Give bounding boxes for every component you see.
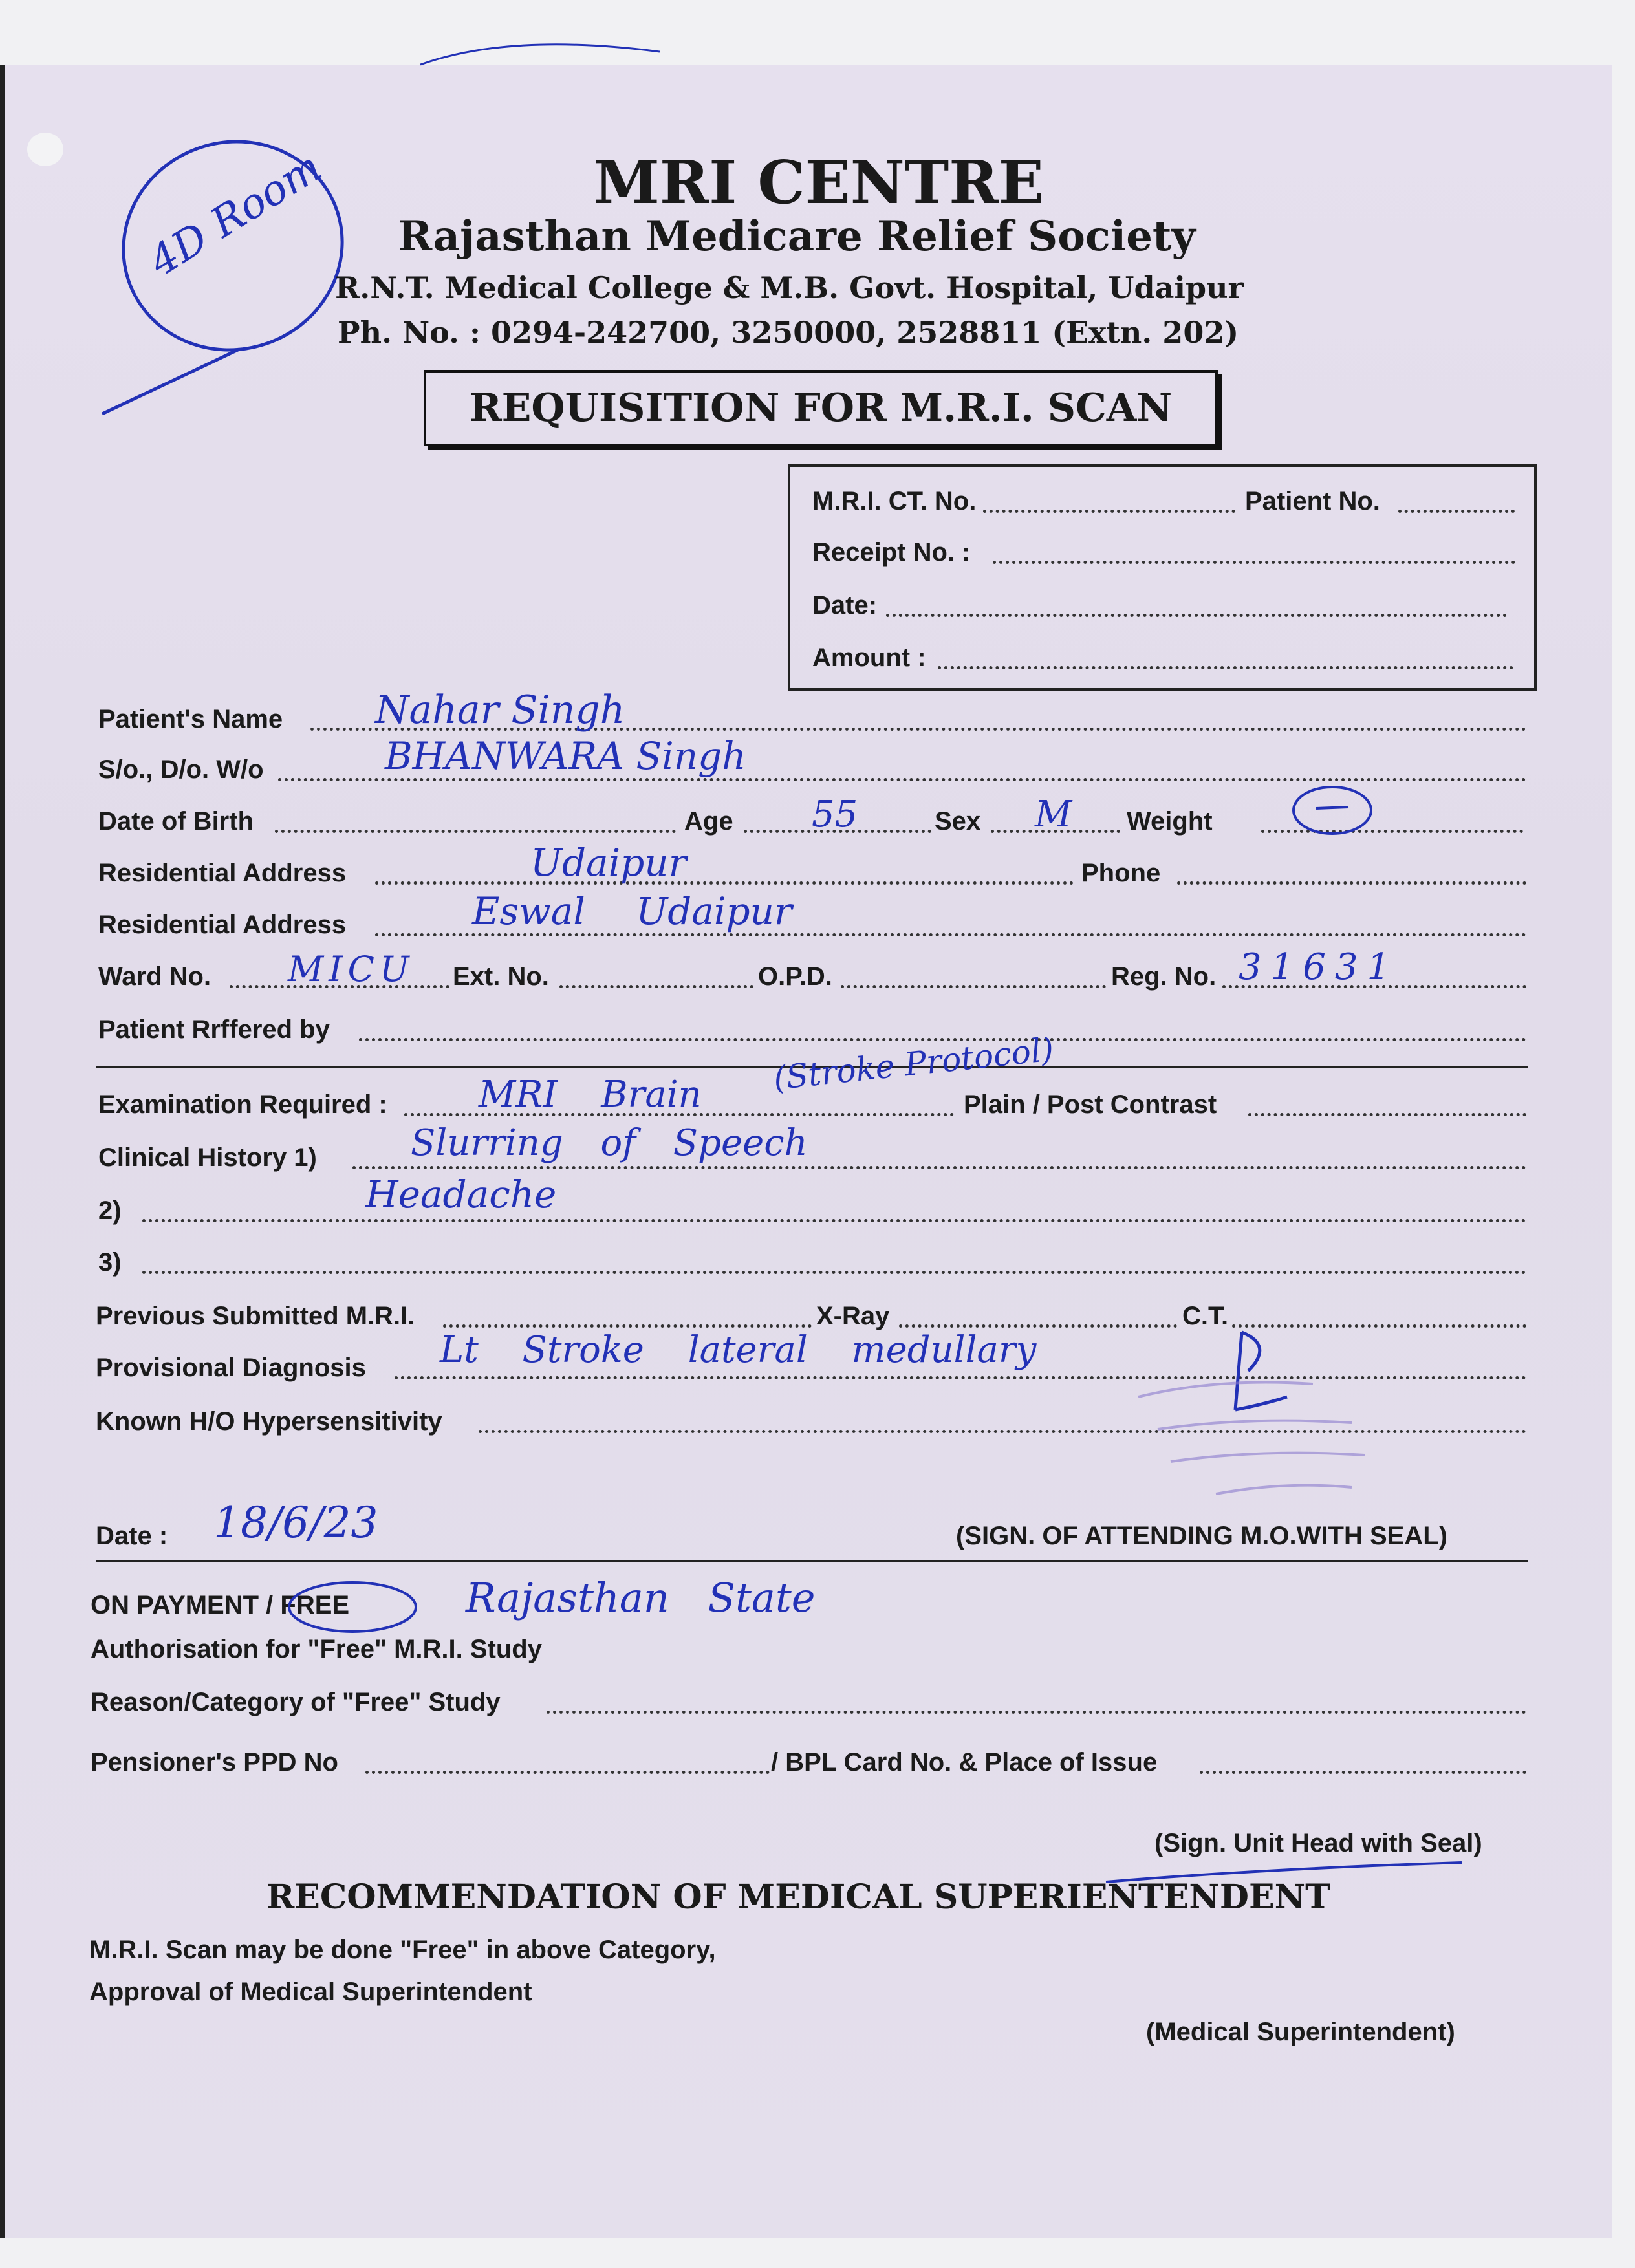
form-title: REQUISITION FOR M.R.I. SCAN [469, 385, 1173, 431]
recommendation-heading: RECOMMENDATION OF MEDICAL SUPERIENTENDENT [266, 1877, 1330, 1917]
relation-label: S/o., D/o. W/o [98, 755, 264, 784]
patient-no-line [1398, 510, 1515, 513]
res-address-2-label: Residential Address [98, 911, 347, 939]
patient-name-label: Patient's Name [98, 705, 283, 733]
receipt-no-label: Receipt No. : [812, 538, 971, 567]
history-2-value: Headache [365, 1172, 557, 1216]
society-name: Rajasthan Medicare Relief Society [398, 212, 1196, 261]
sign-mo-rule [96, 1560, 1528, 1562]
sign-mo-label: (SIGN. OF ATTENDING M.O.WITH SEAL) [956, 1522, 1447, 1550]
dob-label: Date of Birth [98, 807, 254, 836]
authorisation-label: Authorisation for "Free" M.R.I. Study [91, 1635, 542, 1663]
rec-line-2: Approval of Medical Superintendent [89, 1978, 532, 2006]
opd-label: O.P.D. [758, 962, 832, 991]
phone-line [1177, 881, 1526, 885]
referred-by-line [359, 1038, 1526, 1041]
recommendation-pen-stroke [1099, 1856, 1475, 1895]
reg-no-value: 31631 [1239, 946, 1400, 988]
pensioner-label: Pensioner's PPD No [91, 1748, 338, 1777]
free-circle-mark [285, 1578, 420, 1636]
hospital-name: R.N.T. Medical College & M.B. Govt. Hospital, Udaipur [335, 270, 1244, 305]
ext-no-label: Ext. No. [453, 962, 549, 991]
on-payment-label: ON PAYMENT / FREE [91, 1591, 350, 1619]
clinical-history-label: Clinical History 1) [98, 1143, 317, 1172]
opd-line [841, 985, 1106, 988]
plain-post-line [1248, 1113, 1526, 1116]
age-value: 55 [812, 794, 858, 836]
reg-no-label: Reg. No. [1111, 962, 1217, 991]
ward-no-label: Ward No. [98, 962, 211, 991]
ward-value: MICU [288, 949, 415, 989]
hypersensitivity-label: Known H/O Hypersensitivity [96, 1407, 442, 1436]
mri-ct-no-line [983, 510, 1235, 513]
reason-label: Reason/Category of "Free" Study [91, 1688, 501, 1716]
clinical-history-3-line [142, 1271, 1526, 1274]
patient-no-label: Patient No. [1245, 487, 1380, 515]
office-date-line [886, 614, 1507, 617]
address-1-value: Udaipur [530, 841, 687, 885]
sex-value: M [1035, 794, 1072, 836]
ext-no-line [559, 985, 753, 988]
top-pen-stroke [414, 26, 673, 71]
prev-mri-label: Previous Submitted M.R.I. [96, 1302, 415, 1330]
amount-label: Amount : [812, 643, 926, 672]
exam-required-label: Examination Required : [98, 1090, 387, 1119]
phone-label: Phone [1081, 859, 1161, 887]
sex-label: Sex [935, 807, 981, 836]
sign-unit-label: (Sign. Unit Head with Seal) [1154, 1829, 1482, 1857]
age-label: Age [684, 807, 733, 836]
ct-label: C.T. [1182, 1302, 1229, 1330]
relation-value: BHANWARA Singh [385, 734, 746, 778]
dob-line [275, 830, 676, 833]
exam-note: (Stroke Protocol) [772, 1030, 1056, 1097]
weight-label: Weight [1127, 807, 1213, 836]
clinical-history-3-label: 3) [98, 1248, 122, 1277]
punch-hole [27, 133, 63, 166]
xray-line [899, 1324, 1177, 1328]
bpl-label: / BPL Card No. & Place of Issue [771, 1748, 1158, 1777]
exam-value: MRI Brain [479, 1074, 702, 1116]
res-address-2-line [375, 933, 1526, 936]
room-note: 4D Room [141, 143, 330, 286]
rec-line-1: M.R.I. Scan may be done "Free" in above Category, [89, 1936, 716, 1964]
office-date-label: Date: [812, 591, 878, 620]
prev-mri-line [443, 1324, 812, 1328]
clinical-history-2-line [142, 1219, 1526, 1222]
referred-by-label: Patient Rrffered by [98, 1015, 330, 1044]
centre-title: MRI CENTRE [594, 147, 1044, 217]
bpl-line [1200, 1771, 1526, 1774]
res-address-1-line [375, 881, 1074, 885]
xray-label: X-Ray [816, 1302, 890, 1330]
weight-circle-mark [1287, 781, 1378, 839]
official-seal-stamp [1119, 1352, 1442, 1520]
room-note-circle [97, 97, 401, 433]
mri-ct-no-label: M.R.I. CT. No. [812, 487, 977, 515]
form-title-box [424, 370, 1218, 446]
reason-line [547, 1711, 1526, 1714]
phone-numbers: Ph. No. : 0294-242700, 3250000, 2528811 (Extn. 202) [338, 315, 1239, 350]
date-label: Date : [96, 1522, 168, 1550]
address-2-value: Eswal Udaipur [472, 889, 792, 933]
receipt-no-line [993, 561, 1515, 564]
res-address-1-label: Residential Address [98, 859, 347, 887]
date-value: 18/6/23 [213, 1498, 378, 1548]
prov-diagnosis-label: Provisional Diagnosis [96, 1354, 366, 1382]
diagnosis-value: Lt Stroke lateral medullary [440, 1329, 1037, 1371]
plain-post-label: Plain / Post Contrast [964, 1090, 1217, 1119]
patient-name-value: Nahar Singh [375, 687, 625, 733]
free-note: Rajasthan State [466, 1574, 816, 1621]
history-1-value: Slurring of Speech [411, 1122, 808, 1164]
clinical-history-1-line [352, 1166, 1526, 1169]
medical-superintendent-label: (Medical Superintendent) [1146, 2018, 1455, 2046]
clinical-history-2-label: 2) [98, 1196, 122, 1225]
amount-line [938, 666, 1513, 669]
pensioner-line [365, 1771, 770, 1774]
